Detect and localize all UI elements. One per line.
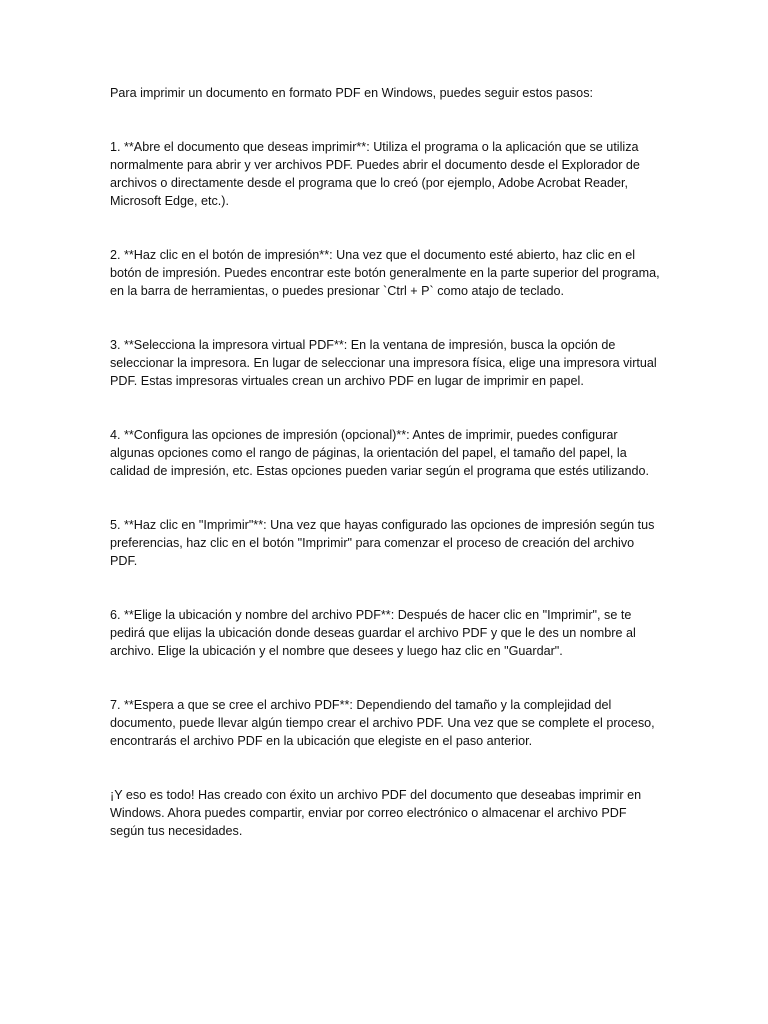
- step-7-paragraph: 7. **Espera a que se cree el archivo PDF**: Dependiendo del tamaño y la complejidad del documento, puede llevar algún tiempo crear el archivo PDF. Una vez que se complete el proceso, encontrarás el archivo PDF en la ubicación que elegiste en el paso anterior.: [110, 698, 655, 748]
- step-6-paragraph: 6. **Elige la ubicación y nombre del archivo PDF**: Después de hacer clic en "Imprimir", se te pedirá que elijas la ubicación donde deseas guardar el archivo PDF y que le des un nombre al archivo. Elige la ubicación y el nombre que desees y luego haz clic en "Guardar".: [110, 608, 636, 658]
- document-body: [110, 84, 660, 840]
- step-2-paragraph: 2. **Haz clic en el botón de impresión**: Una vez que el documento esté abierto, haz clic en el botón de impresión. Puedes encontrar este botón generalmente en la parte superior del programa, en la barra de herramientas, o puedes presionar `Ctrl + P` como atajo de teclado.: [110, 248, 660, 298]
- step-3-paragraph: 3. **Selecciona la impresora virtual PDF**: En la ventana de impresión, busca la opción de seleccionar la impresora. En lugar de seleccionar una impresora física, elige una impresora virtual PDF. Estas impresoras virtuales crean un archivo PDF en lugar de imprimir en papel.: [110, 338, 657, 388]
- step-4-paragraph: 4. **Configura las opciones de impresión (opcional)**: Antes de imprimir, puedes configurar algunas opciones como el rango de páginas, la orientación del papel, el tamaño del papel, la calidad de impresión, etc. Estas opciones pueden variar según el programa que estés utilizando.: [110, 428, 650, 478]
- closing-paragraph: ¡Y eso es todo! Has creado con éxito un archivo PDF del documento que deseabas imprimir en Windows. Ahora puedes compartir, enviar por correo electrónico o almacenar el archivo PDF según tus necesidades.: [110, 788, 642, 838]
- step-1-paragraph: 1. **Abre el documento que deseas imprimir**: Utiliza el programa o la aplicación que se utiliza normalmente para abrir y ver archivos PDF. Puedes abrir el documento desde el Explorador de archivos o directamente desde el programa que lo creó (por ejemplo, Adobe Acrobat Reader, Microsoft Edge, etc.).: [110, 140, 640, 208]
- step-5-paragraph: 5. **Haz clic en "Imprimir"**: Una vez que hayas configurado las opciones de impresión según tus preferencias, haz clic en el botón "Imprimir" para comenzar el proceso de creación del archivo PDF.: [110, 518, 655, 568]
- intro-paragraph: Para imprimir un documento en formato PDF en Windows, puedes seguir estos pasos:: [110, 86, 593, 100]
